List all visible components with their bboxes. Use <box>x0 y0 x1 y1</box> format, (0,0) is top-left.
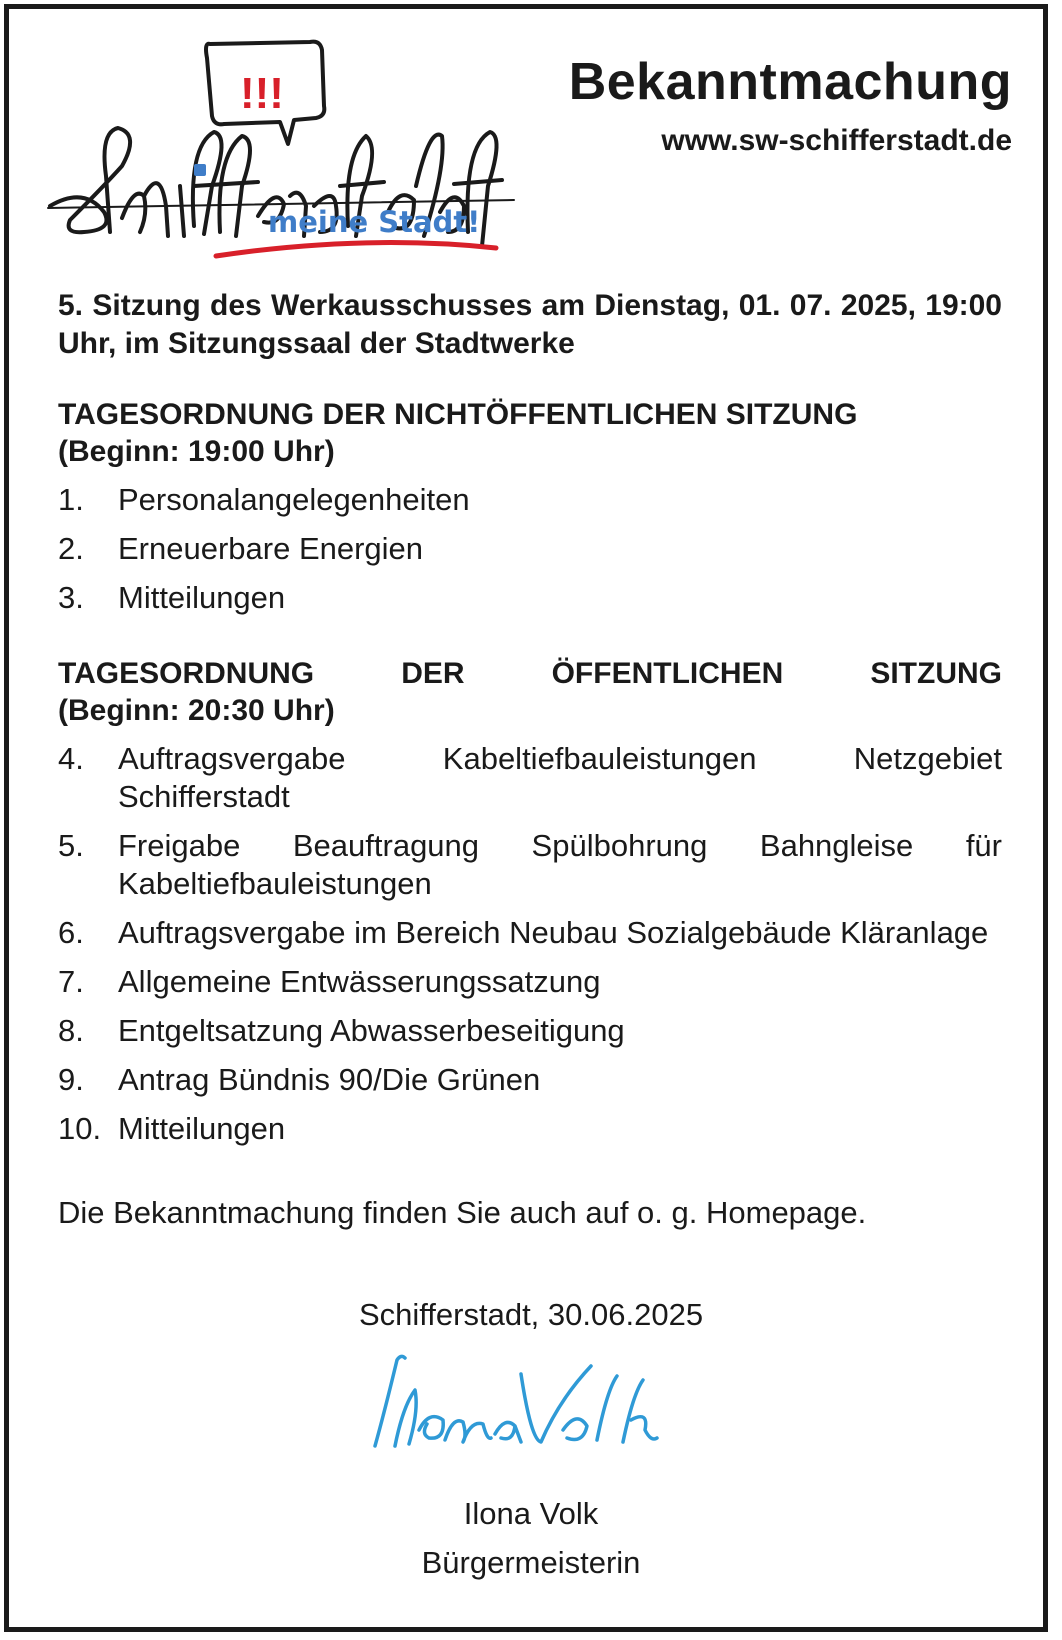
agenda-item-number: 1. <box>58 482 84 517</box>
website-url: www.sw-schifferstadt.de <box>661 124 1012 157</box>
agenda-item <box>58 579 1002 617</box>
section-start-time-nonpublic: (Beginn: 19:00 Uhr) <box>58 435 335 468</box>
agenda-item-number: 4. <box>58 741 84 776</box>
notice-title: Bekanntmachung <box>568 53 1012 111</box>
logo-blue-dot <box>194 164 206 176</box>
agenda-item-text: Mitteilungen <box>118 580 286 615</box>
agenda-item-number: 10. <box>58 1111 102 1146</box>
signer-role: Bürgermeisterin <box>421 1545 641 1580</box>
agenda-item-number: 2. <box>58 531 84 566</box>
agenda-list-public <box>58 740 1002 1148</box>
agenda-item <box>58 1012 1002 1050</box>
agenda-item-text: Allgemeine Entwässerungssatzung <box>118 964 601 999</box>
meeting-intro: 5. Sitzung des Werkausschusses am Dienstag, 01. 07. 2025, 19:00 Uhr, im Sitzungssaal der Stadtwerke <box>58 289 1002 360</box>
agenda-item-text: Auftragsvergabe im Bereich Neubau Sozialgebäude Kläranlage <box>118 915 989 950</box>
agenda-item-text: Freigabe Beauftragung Spülbohrung Bahngleise für Kabeltiefbauleistungen <box>118 828 1002 901</box>
agenda-item-text: Antrag Bündnis 90/Die Grünen <box>118 1062 541 1097</box>
agenda-item-number: 8. <box>58 1013 84 1048</box>
signer-name: Ilona Volk <box>463 1496 599 1531</box>
agenda-item-number: 5. <box>58 828 84 863</box>
handwritten-signature <box>345 1350 685 1460</box>
agenda-item <box>58 827 1002 903</box>
agenda-item-number: 9. <box>58 1062 84 1097</box>
logo-underline <box>216 243 496 256</box>
section-heading-nonpublic: TAGESORDNUNG DER NICHTÖFFENTLICHEN SITZUNG <box>58 398 858 431</box>
section-start-time-public: (Beginn: 20:30 Uhr) <box>58 694 335 727</box>
agenda-item <box>58 530 1002 568</box>
notice-body <box>58 287 1002 1232</box>
agenda-item-number: 7. <box>58 964 84 999</box>
schifferstadt-logo <box>44 36 524 286</box>
place-and-date: Schifferstadt, 30.06.2025 <box>358 1297 704 1332</box>
agenda-item-number: 6. <box>58 915 84 950</box>
agenda-item <box>58 481 1002 519</box>
logo-tagline: meine Stadt! <box>268 205 481 239</box>
agenda-item-text: Mitteilungen <box>118 1111 286 1146</box>
agenda-item <box>58 1061 1002 1099</box>
agenda-list-nonpublic <box>58 481 1002 617</box>
logo-bubble-text: !!! <box>240 69 284 118</box>
homepage-note: Die Bekanntmachung finden Sie auch auf o. g. Homepage. <box>58 1195 867 1230</box>
agenda-item-text: Auftragsvergabe Kabeltiefbauleistungen Netzgebiet Schifferstadt <box>118 741 1002 814</box>
agenda-item <box>58 1110 1002 1148</box>
agenda-item <box>58 914 1002 952</box>
agenda-item-text: Erneuerbare Energien <box>118 531 424 566</box>
section-heading-public: TAGESORDNUNG DER ÖFFENTLICHEN SITZUNG <box>58 657 1002 690</box>
agenda-item-text: Entgeltsatzung Abwasserbeseitigung <box>118 1013 625 1048</box>
agenda-item-number: 3. <box>58 580 84 615</box>
agenda-item-text: Personalangelegenheiten <box>118 482 470 517</box>
agenda-item <box>58 740 1002 816</box>
agenda-item <box>58 963 1002 1001</box>
